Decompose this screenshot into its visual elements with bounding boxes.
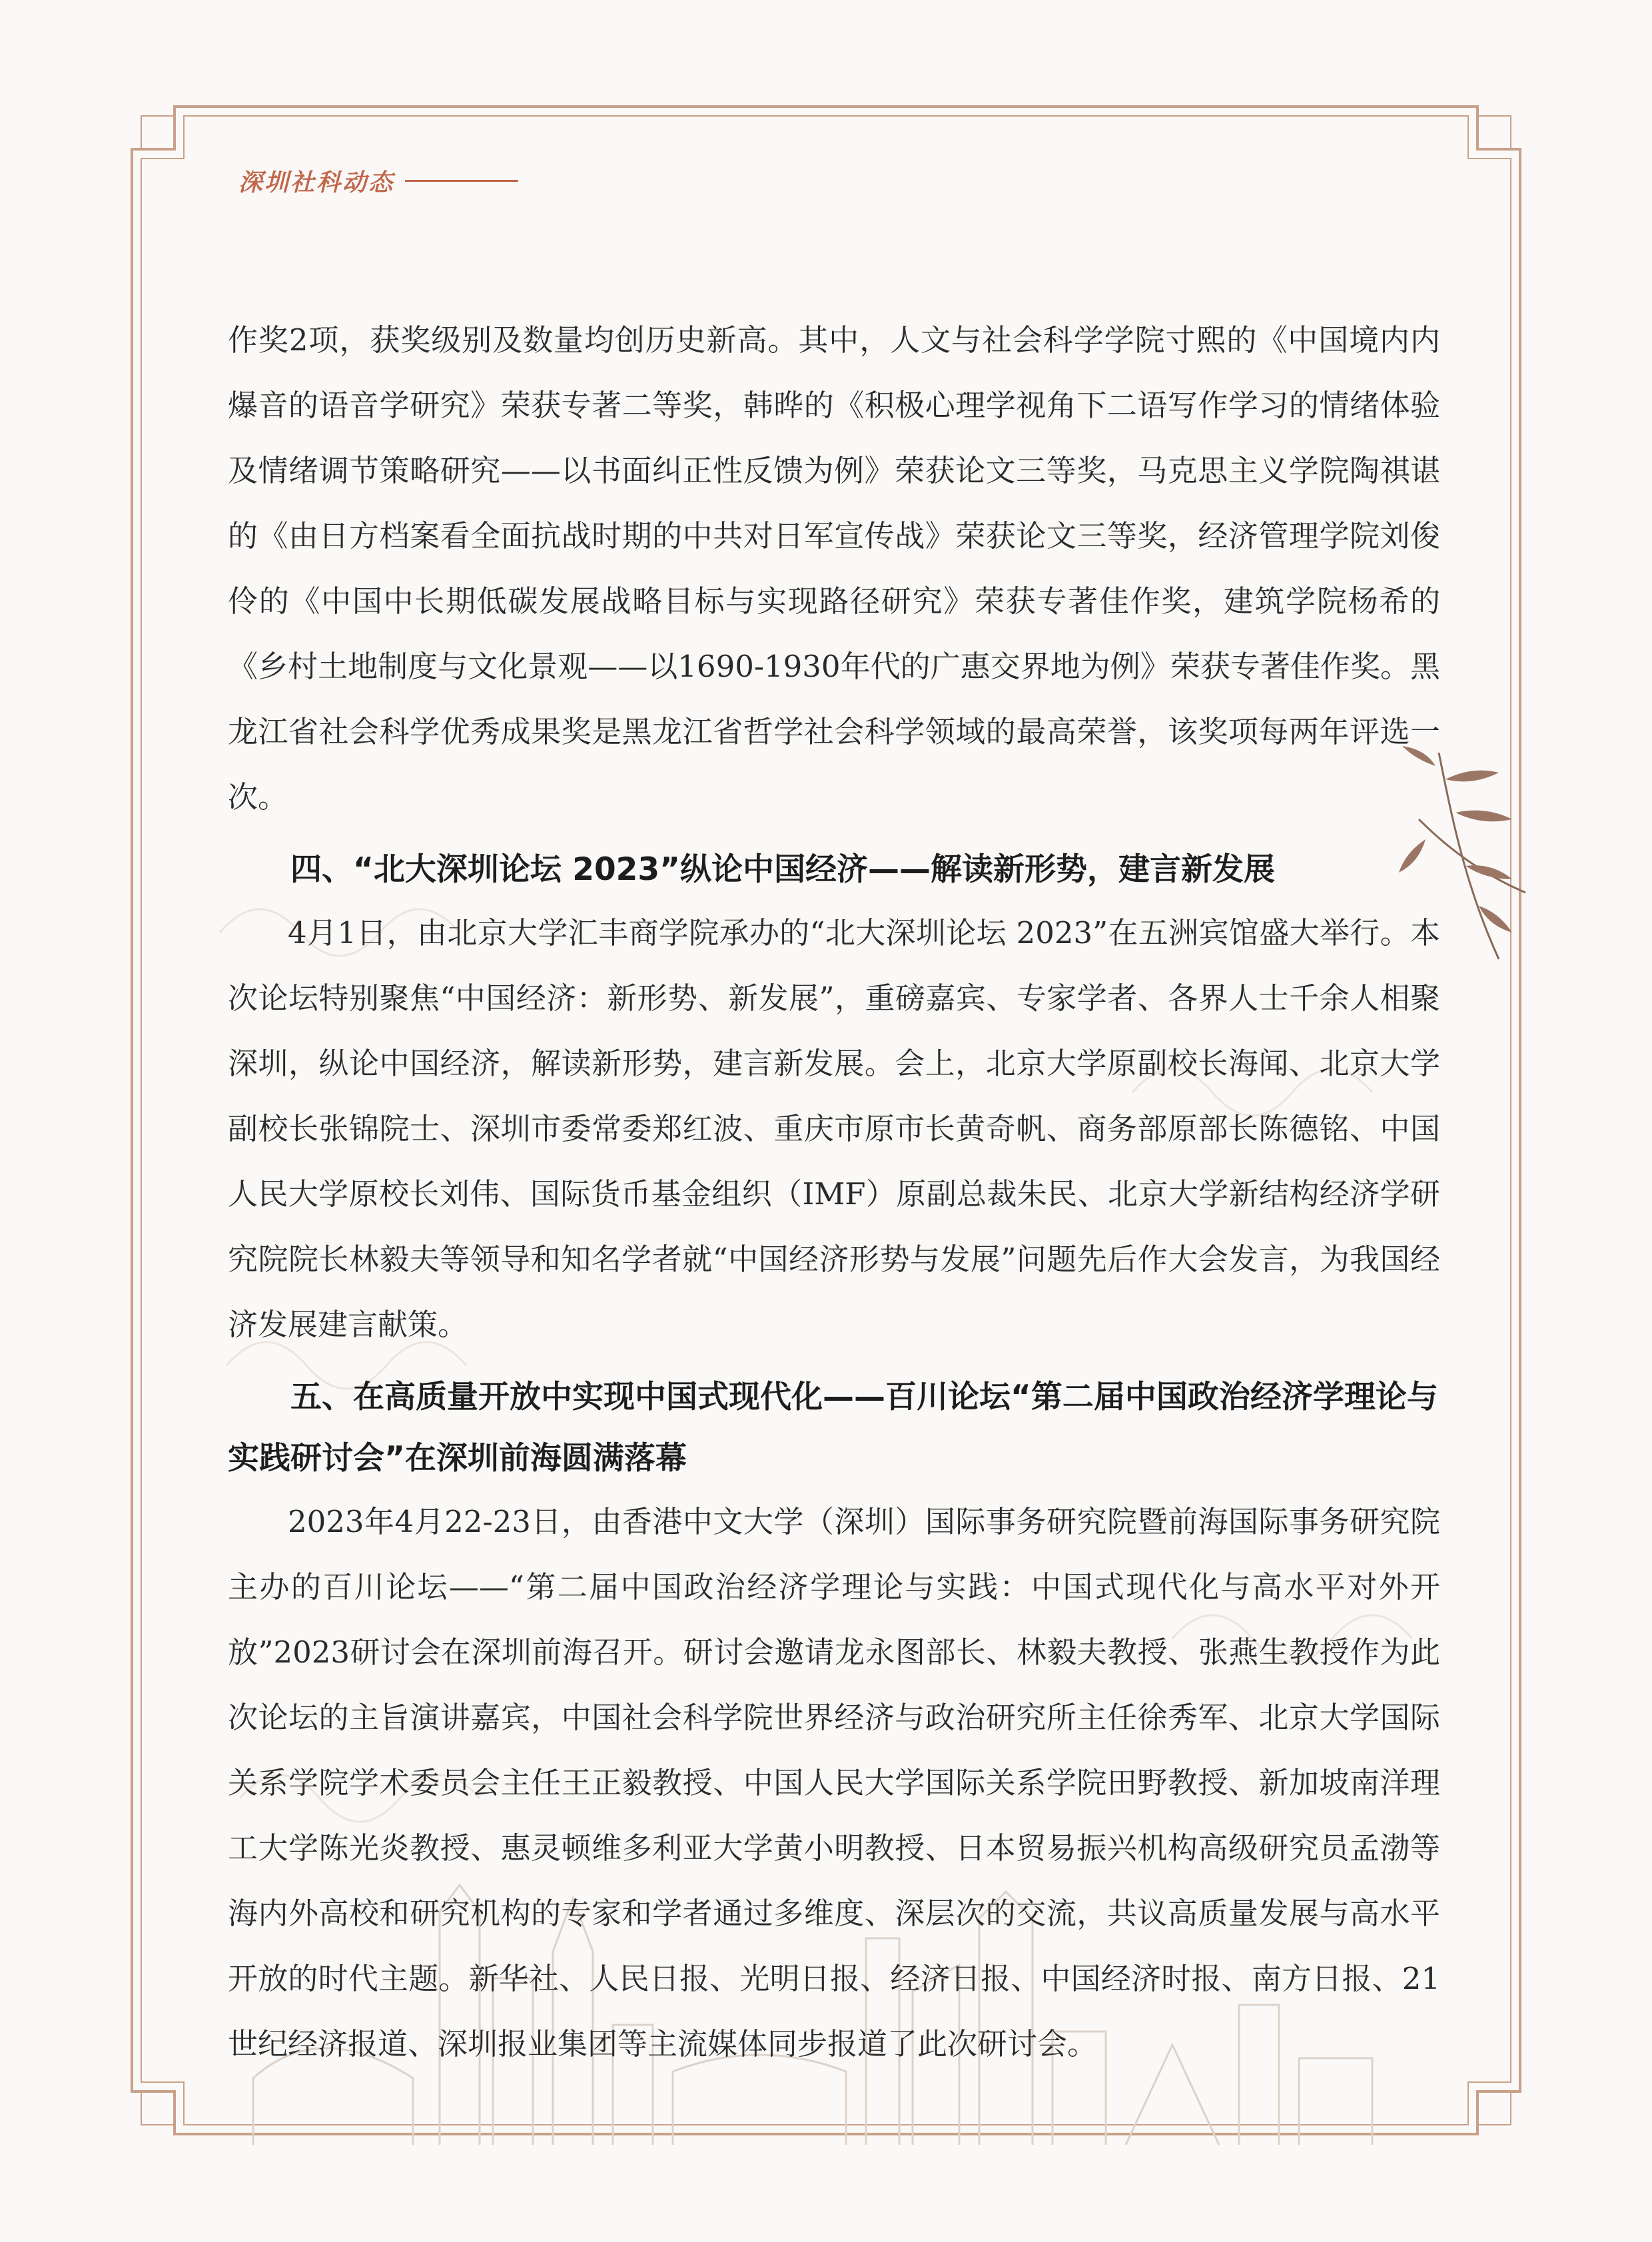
header-title: 深圳社科动态 xyxy=(238,169,395,196)
article-body xyxy=(228,308,1440,2077)
section-heading-5: 五、在高质量开放中实现中国式现代化——百川论坛“第二届中国政治经济学理论与实践研讨会”在深圳前海圆满落幕 xyxy=(228,1379,1438,1477)
section-heading-4: 四、“北大深圳论坛 2023”纵论中国经济——解读新形势，建言新发展 xyxy=(290,851,1275,888)
paragraph-awards-continued: 作奖2项，获奖级别及数量均创历史新高。其中，人文与社会科学学院寸熙的《中国境内内爆音的语音学研究》荣获专著二等奖，韩晔的《积极心理学视角下二语写作学习的情绪体验及情绪调节策略研究——以书面纠正性反馈为例》荣获论文三等奖，马克思主义学院陶祺谌的《由日方档案看全面抗战时期的中共对日军宣传战》荣获论文三等奖，经济管理学院刘俊伶的《中国中长期低碳发展战略目标与实现路径研究》荣获专著佳作奖，建筑学院杨希的《乡村土地制度与文化景观——以1690-1930年代的广惠交界地为例》荣获专著佳作奖。黑龙江省社会科学优秀成果奖是黑龙江省哲学社会科学领域的最高荣誉，该奖项每两年评选一次。 xyxy=(228,322,1440,815)
paragraph-section-5: 2023年4月22-23日，由香港中文大学（深圳）国际事务研究院暨前海国际事务研究院主办的百川论坛——“第二届中国政治经济学理论与实践：中国式现代化与高水平对外开放”2023研讨会在深圳前海召开。研讨会邀请龙永图部长、林毅夫教授、张燕生教授作为此次论坛的主旨演讲嘉宾，中国社会科学院世界经济与政治研究所主任徐秀军、北京大学国际关系学院学术委员会主任王正毅教授、中国人民大学国际关系学院田野教授、新加坡南洋理工大学陈光炎教授、惠灵顿维多利亚大学黄小明教授、日本贸易振兴机构高级研究员孟渤等海内外高校和研究机构的专家和学者通过多维度、深层次的交流，共议高质量发展与高水平开放的时代主题。新华社、人民日报、光明日报、经济日报、中国经济时报、南方日报、21世纪经济报道、深圳报业集团等主流媒体同步报道了此次研讨会。 xyxy=(228,1504,1440,2061)
paragraph-section-4: 4月1日，由北京大学汇丰商学院承办的“北大深圳论坛 2023”在五洲宾馆盛大举行。本次论坛特别聚焦“中国经济：新形势、新发展”，重磅嘉宾、专家学者、各界人士千余人相聚深圳，纵论中国经济，解读新形势，建言新发展。会上，北京大学原副校长海闻、北京大学副校长张锦院士、深圳市委常委郑红波、重庆市原市长黄奇帆、商务部原部长陈德铭、中国人民大学原校长刘伟、国际货币基金组织（IMF）原副总裁朱民、北京大学新结构经济学研究院院长林毅夫等领导和知名学者就“中国经济形势与发展”问题先后作大会发言，为我国经济发展建言献策。 xyxy=(228,915,1440,1342)
page-header xyxy=(238,164,518,198)
header-rule xyxy=(405,180,518,182)
